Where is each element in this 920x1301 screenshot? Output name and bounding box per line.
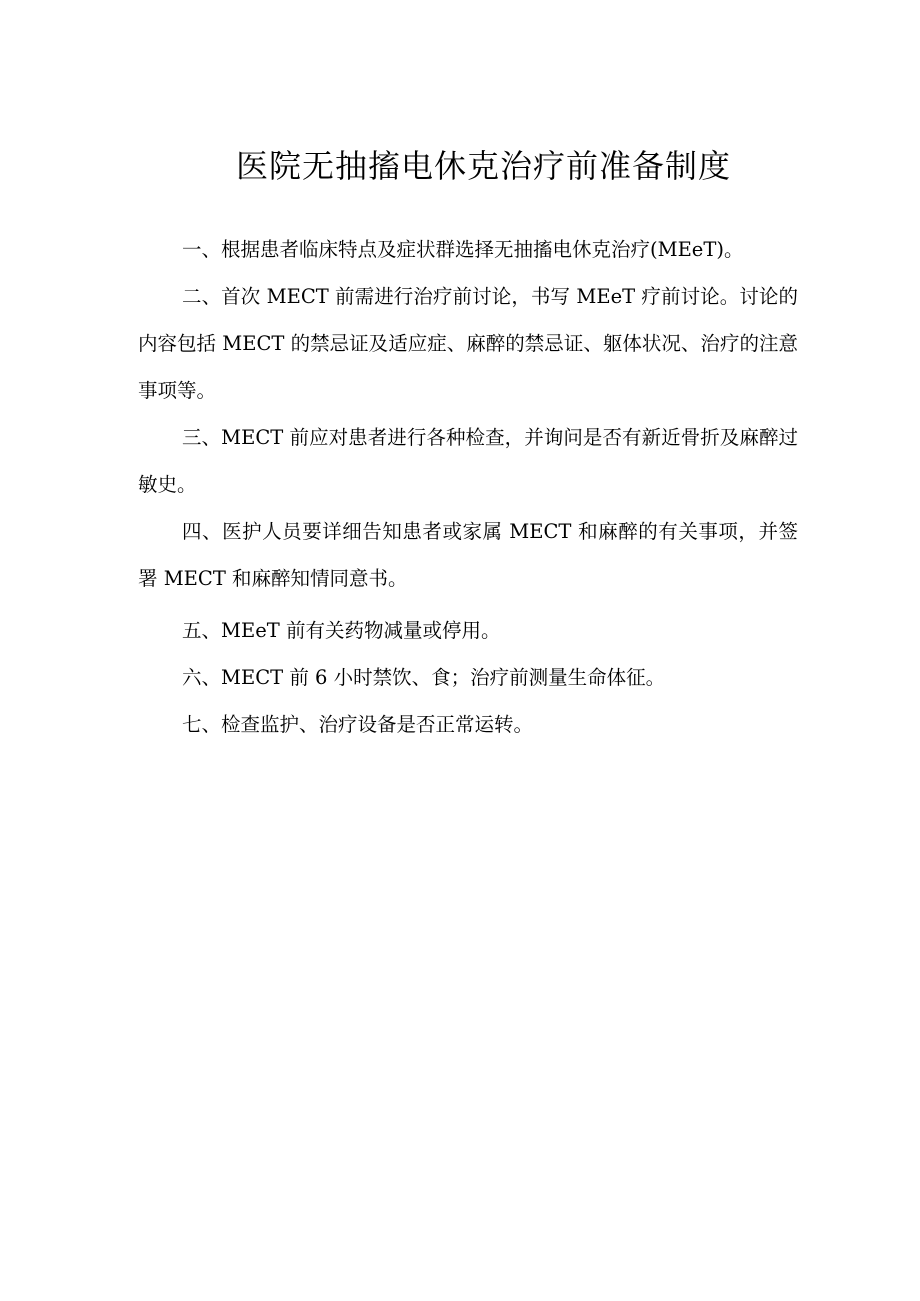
- paragraph-3: 三、MECT 前应对患者进行各种检查，并询问是否有新近骨折及麻醉过敏史。: [138, 426, 798, 496]
- paragraph-7: 七、检查监护、治疗设备是否正常运转。: [182, 713, 534, 736]
- paragraph-4: 四、医护人员要详细告知患者或家属 MECT 和麻醉的有关事项，并签署 MECT 和麻醉知情同意书。: [138, 520, 798, 590]
- paragraph-2: 二、首次 MECT 前需进行治疗前讨论，书写 MEeT 疗前讨论。讨论的内容包括 MECT 的禁忌证及适应症、麻醉的禁忌证、躯体状况、治疗的注意事项等。: [138, 285, 798, 402]
- paragraph-6: 六、MECT 前 6 小时禁饮、食；治疗前测量生命体征。: [182, 666, 666, 689]
- document-title: 医院无抽搐电休克治疗前准备制度: [236, 147, 732, 185]
- paragraph-1: 一、根据患者临床特点及症状群选择无抽搐电休克治疗(MEeT)。: [182, 238, 744, 261]
- paragraph-5: 五、MEeT 前有关药物减量或停用。: [182, 619, 501, 642]
- document-body: [138, 226, 798, 748]
